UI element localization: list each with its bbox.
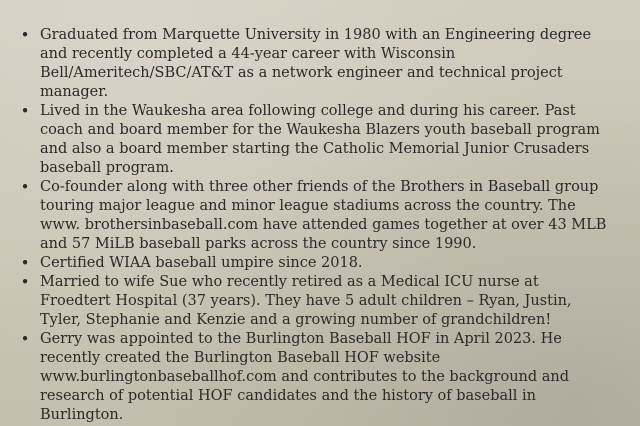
- bullet-text: Co-founder along with three other friends of the Brothers in Baseball group touring major league and minor league stadiums across the country. The www. brothersinbaseball.com have attended games together at over 43 MLB and 57 MiLB baseball parks across the country since 1990.: [40, 179, 607, 252]
- bullet-dot-icon: •: [20, 273, 30, 291]
- bullet-text: Lived in the Waukesha area following college and during his career. Past coach and board member for the Waukesha Blazers youth baseball program and also a board member starting the Catholic Memorial Junior Crusaders baseball program.: [40, 103, 600, 176]
- bullet-item-brothers-in-baseball: [14, 178, 614, 254]
- bio-bullet-list: [14, 26, 614, 425]
- bullet-item-hof: [14, 330, 614, 425]
- bullet-dot-icon: •: [20, 178, 30, 196]
- bullet-dot-icon: •: [20, 102, 30, 120]
- bullet-text: Certified WIAA baseball umpire since 2018.: [40, 255, 363, 271]
- bullet-item-family: [14, 273, 614, 330]
- bullet-item-waukesha: [14, 102, 614, 178]
- bullet-text: Gerry was appointed to the Burlington Baseball HOF in April 2023. He recently created the Burlington Baseball HOF website www.burlingtonbaseballhof.com and contributes to the background and research of potential HOF candidates and the history of baseball in Burlington.: [40, 331, 570, 423]
- bullet-text: Married to wife Sue who recently retired as a Medical ICU nurse at Froedtert Hospital (37 years). They have 5 adult children – Ryan, Justin, Tyler, Stephanie and Kenzie and a growing number of grandchildren!: [40, 274, 572, 328]
- bullet-dot-icon: •: [20, 26, 30, 44]
- bullet-dot-icon: •: [20, 254, 30, 272]
- bullet-item-umpire: [14, 254, 614, 273]
- bullet-dot-icon: •: [20, 330, 30, 348]
- bullet-item-education: [14, 26, 614, 102]
- bullet-text: Graduated from Marquette University in 1980 with an Engineering degree and recently completed a 44-year career with Wisconsin Bell/Ameritech/SBC/AT&T as a network engineer and technical project manager.: [40, 27, 592, 100]
